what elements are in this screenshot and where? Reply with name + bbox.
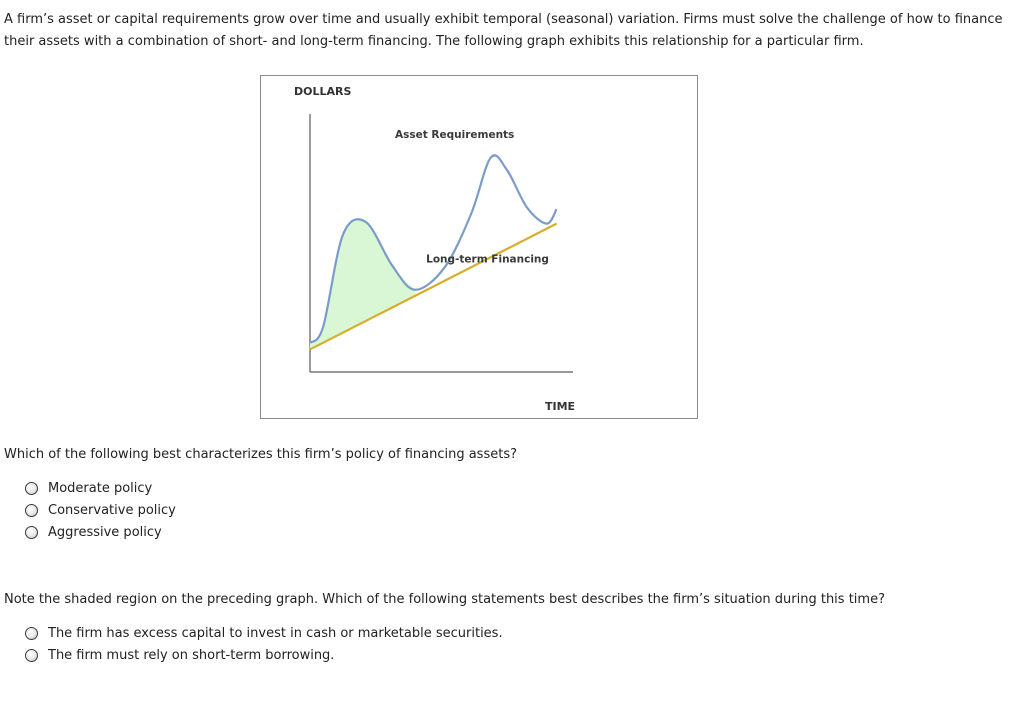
radio-button[interactable] [25,649,38,662]
option-aggressive-policy[interactable] [25,521,176,543]
radio-button[interactable] [25,504,38,517]
option-short-term-borrowing[interactable] [25,645,503,667]
y-axis-label: DOLLARS [294,85,352,98]
option-excess-capital[interactable] [25,623,503,645]
question-2-prompt: Note the shaded region on the preceding graph. Which of the following statements best describes the firm’s situation during this time? [4,592,885,607]
chart-canvas [261,76,699,420]
intro-paragraph: A firm’s asset or capital requirements grow over time and usually exhibit temporal (seasonal) variation. Firms must solve the challenge of how to finance their assets with a combination of short- and long-term financing. The following graph exhibits this relationship for a particular firm. [4,12,1003,49]
radio-button[interactable] [25,627,38,640]
option-label: Moderate policy [48,481,153,497]
shaded-region [310,219,415,349]
annotation-asset-requirements: Asset Requirements [394,129,515,142]
chart-figure [260,75,698,419]
option-moderate-policy[interactable] [25,478,176,500]
x-axis-label: TIME [545,400,576,413]
annotation-long-term-financing: Long-term Financing [426,253,549,266]
option-label: The firm must rely on short-term borrowing. [48,648,335,664]
radio-button[interactable] [25,526,38,539]
question-2-options [25,623,503,666]
radio-button[interactable] [25,482,38,495]
option-label: Aggressive policy [48,524,162,540]
option-label: The firm has excess capital to invest in cash or marketable securities. [48,626,503,642]
question-1-options [25,478,176,543]
option-conservative-policy[interactable] [25,500,176,522]
option-label: Conservative policy [48,503,176,519]
question-1-prompt: Which of the following best characterizes this firm’s policy of financing assets? [4,447,517,462]
